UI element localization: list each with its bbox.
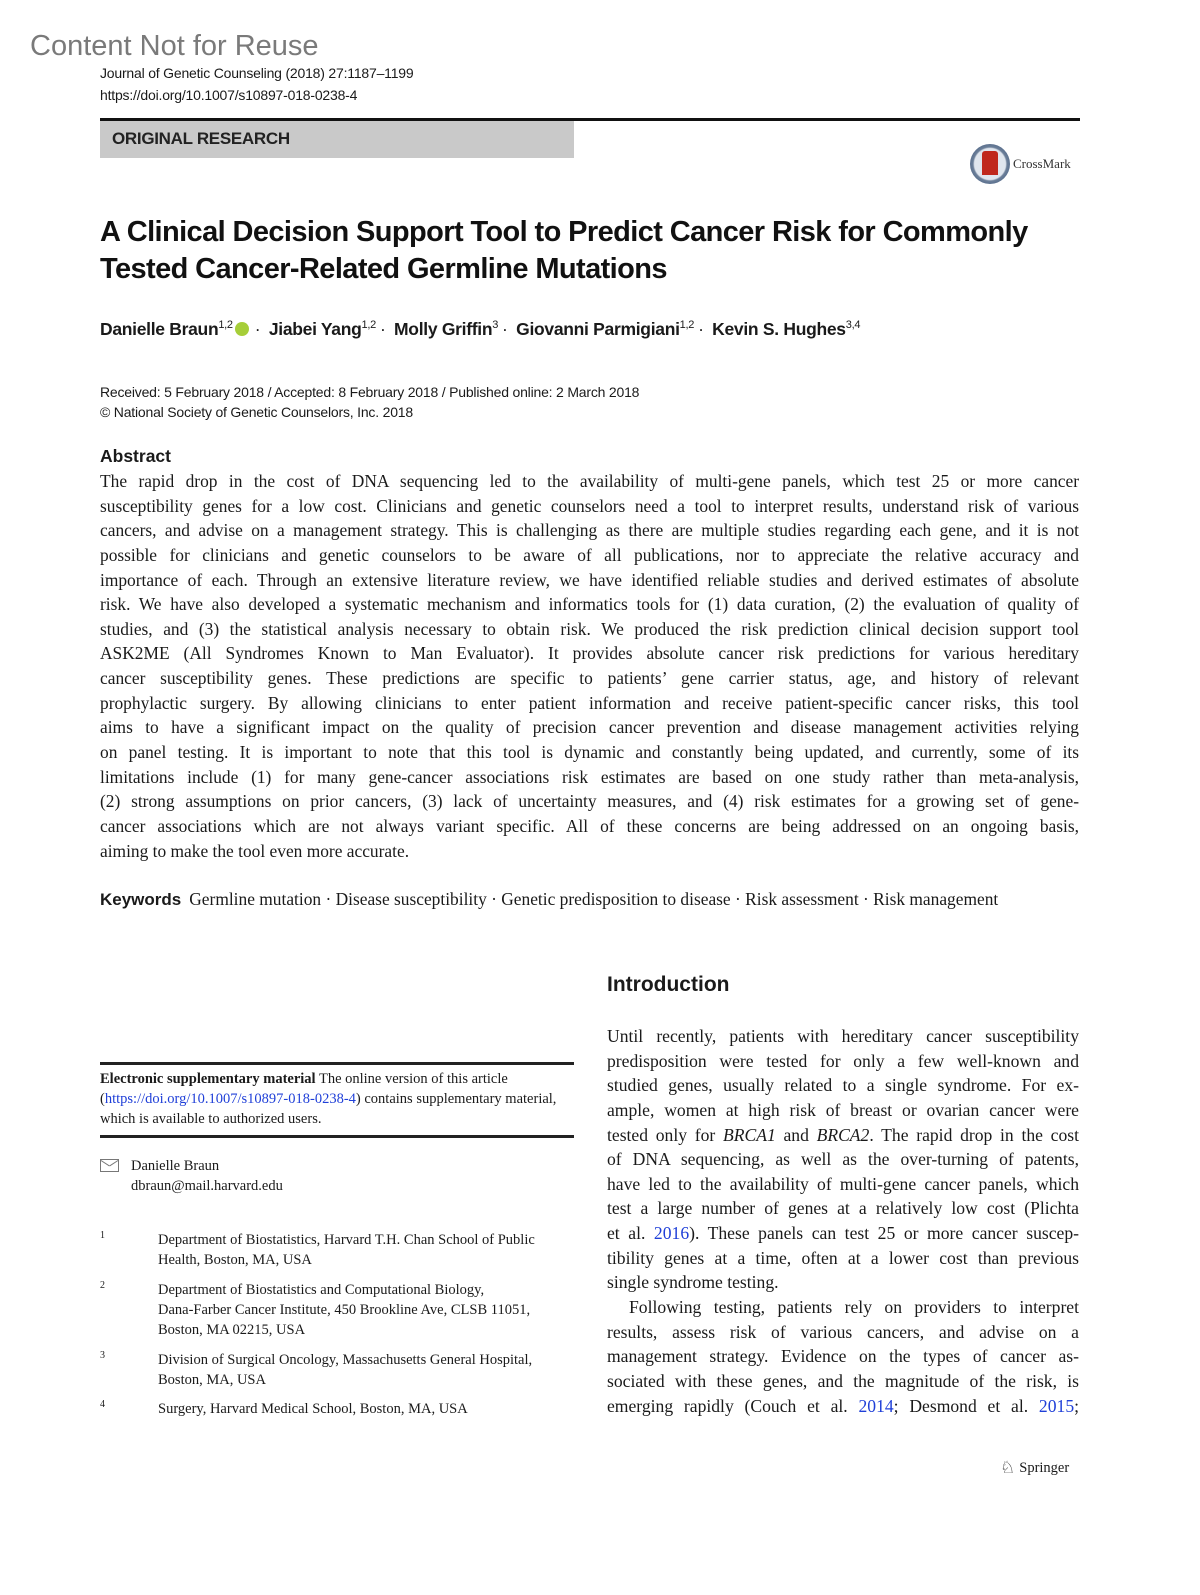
crossmark-button[interactable] xyxy=(970,142,1071,186)
text-segment: of DNA sequencing, as well as the over-turning of patents, xyxy=(607,1149,1079,1170)
abstract-line: importance of each. Through an extensive literature review, we have identified reliable studies and derived estimates of absolute xyxy=(100,569,1079,590)
affiliation-line: Department of Biostatistics, Harvard T.H. Chan School of Public xyxy=(158,1232,535,1248)
abstract-body xyxy=(100,469,1079,863)
separator: · xyxy=(254,319,261,339)
author-affiliation: 3 xyxy=(492,319,499,332)
separator: · xyxy=(379,319,386,339)
text-segment: single syndrome testing. xyxy=(607,1272,779,1293)
introduction-line xyxy=(607,1172,1079,1197)
author-list xyxy=(100,319,860,340)
text-segment: ; xyxy=(1074,1395,1079,1416)
correspondence xyxy=(100,1156,283,1196)
text-segment: studied genes, usually related to a single syndrome. For ex- xyxy=(607,1075,1079,1096)
affiliation-number: 3 xyxy=(100,1350,105,1361)
author[interactable]: Kevin S. Hughes xyxy=(712,319,846,339)
abstract-line: cancer susceptibility genes. These predictions are specific to patients’ gene carrier status, age, and history of relevant xyxy=(100,668,1079,689)
introduction-line xyxy=(607,1394,1079,1419)
publication-dates xyxy=(100,382,639,422)
introduction-heading: Introduction xyxy=(607,973,730,996)
text-segment: and xyxy=(775,1124,817,1145)
abstract-line: limitations include (1) for many gene-cancer associations risk estimates are based on one study rather than meta-analysis, xyxy=(100,766,1079,787)
separator: · xyxy=(698,319,704,339)
text-segment: . The rapid drop in the cost xyxy=(869,1124,1079,1145)
crossmark-label: CrossMark xyxy=(1013,156,1071,171)
text-segment: management strategy. Evidence on the types of cancer as- xyxy=(607,1346,1079,1367)
introduction-line xyxy=(607,1344,1079,1369)
affiliation-line: Surgery, Harvard Medical School, Boston, MA, USA xyxy=(158,1401,468,1417)
text-segment: tibility genes at a time, often at a lower cost than previous xyxy=(607,1247,1079,1268)
citation-link[interactable]: 2014 xyxy=(858,1395,894,1416)
supplementary-text: ) contains supplementary material, which is available to authorized users. xyxy=(100,1091,557,1127)
text-segment: sociated with these genes, and the magnitude of the risk, is xyxy=(607,1370,1079,1391)
text-segment: emerging rapidly (Couch et al. xyxy=(607,1395,859,1416)
correspondence-email[interactable]: dbraun@mail.harvard.edu xyxy=(131,1178,283,1194)
article-title: A Clinical Decision Support Tool to Predict Cancer Risk for Commonly Tested Cancer-Related Germline Mutations xyxy=(100,216,1028,285)
keywords-label: Keywords xyxy=(100,890,182,909)
introduction-line xyxy=(607,1270,1079,1295)
introduction-line xyxy=(607,1024,1079,1049)
introduction-line xyxy=(607,1123,1079,1148)
text-segment: ample, women at high risk of breast or ovarian cancer were xyxy=(607,1099,1079,1120)
text-segment: Until recently, patients with hereditary cancer susceptibility xyxy=(607,1026,1079,1046)
abstract-line: risk. We have also developed a systematic mechanism and informatics tools for (1) data curation, (2) the evaluation of quality of xyxy=(100,594,1079,615)
affiliation-line: Dana-Farber Cancer Institute, 450 Brookline Ave, CLSB 11051, xyxy=(158,1302,531,1318)
author-affiliation: 1,2 xyxy=(361,319,376,332)
abstract-line: ASK2ME (All Syndromes Known to Man Evaluator). It provides absolute cancer risk predictions for various hereditary xyxy=(100,643,1079,664)
affiliation-line: Boston, MA 02215, USA xyxy=(158,1322,306,1338)
abstract-line: studies, and (3) the statistical analysis necessary to obtain risk. We produced the risk prediction clinical decision support tool xyxy=(100,618,1079,639)
introduction-line xyxy=(607,1295,1079,1320)
abstract-line: (2) strong assumptions on prior cancers, (3) lack of uncertainty measures, and (4) risk estimates for a growing set of gene- xyxy=(100,791,1079,812)
journal-citation: Journal of Genetic Counseling (2018) 27:1187–1199 xyxy=(100,65,414,81)
abstract-line: possible for clinicians and genetic counselors to be aware of all publications, nor to appreciate the relative accuracy and xyxy=(100,544,1079,565)
abstract-line: aims to have a significant impact on the quality of precision cancer prevention and disease management activities relying xyxy=(100,717,1079,738)
springer-horse-icon: ♘ xyxy=(1000,1458,1016,1477)
affiliation xyxy=(100,1280,574,1340)
abstract-line: prophylactic surgery. By allowing clinicians to enter patient information and receive patient-specific cancer risks, this tool xyxy=(100,692,1079,713)
dates-line: Received: 5 February 2018 / Accepted: 8 February 2018 / Published online: 2 March 2018 xyxy=(100,384,640,400)
affiliation xyxy=(100,1350,574,1390)
affiliation-line: Health, Boston, MA, USA xyxy=(158,1252,312,1268)
citation-link[interactable]: 2015 xyxy=(1038,1395,1075,1416)
text-segment: predisposition were tested for only a few well-known and xyxy=(607,1050,1079,1071)
abstract-line: susceptibility genes for a low cost. Clinicians and genetic counselors need a tool to interpret results, understand risk of various xyxy=(100,495,1079,516)
text-segment: Following testing, patients rely on providers to interpret xyxy=(629,1297,1079,1318)
text-segment: results, assess risk of various cancers, and advise on a xyxy=(607,1321,1079,1342)
author[interactable]: Molly Griffin xyxy=(394,319,493,339)
citation-link[interactable]: 2016 xyxy=(653,1223,690,1244)
introduction-line xyxy=(607,1246,1079,1271)
text-segment: tested only for xyxy=(607,1124,723,1145)
author[interactable]: Danielle Braun xyxy=(100,319,219,339)
abstract-line: cancers, and advise on a management strategy. This is challenging as there are multiple studies regarding each gene, and it is not xyxy=(100,520,1079,541)
author-affiliation: 3,4 xyxy=(845,319,861,332)
gene-name: BRCA1 xyxy=(722,1124,776,1145)
supplementary-label: Electronic supplementary material xyxy=(100,1071,316,1087)
keywords-text: Germline mutation · Disease susceptibility · Genetic predisposition to disease · Risk assessment · Risk management xyxy=(189,889,999,909)
introduction-line xyxy=(607,1147,1079,1172)
section-banner xyxy=(100,121,574,158)
gene-name: BRCA2 xyxy=(816,1124,870,1145)
watermark: Content Not for Reuse xyxy=(30,30,319,62)
author-affiliation: 1,2 xyxy=(679,319,695,332)
abstract-line: cancer associations which are not always variant specific. All of these concerns are being addressed on an ongoing basis, xyxy=(100,815,1079,836)
affiliation-number: 2 xyxy=(100,1280,105,1291)
abstract-line: aiming to make the tool even more accurate. xyxy=(100,840,410,861)
text-segment: ; Desmond et al. xyxy=(893,1395,1039,1416)
author-affiliation: 1,2 xyxy=(218,319,233,332)
author[interactable]: Giovanni Parmigiani xyxy=(516,319,680,339)
introduction-line xyxy=(607,1196,1079,1221)
affiliation-line: Boston, MA, USA xyxy=(158,1372,266,1388)
introduction-line xyxy=(607,1369,1079,1394)
affiliation xyxy=(100,1230,574,1270)
text-segment: have led to the availability of multi-gene cancer panels, which xyxy=(607,1173,1079,1194)
supplementary-link[interactable]: https://doi.org/10.1007/s10897-018-0238-4 xyxy=(104,1091,356,1107)
affiliation-line: Department of Biostatistics and Computational Biology, xyxy=(158,1282,485,1298)
affiliation xyxy=(100,1399,574,1419)
abstract-line: The rapid drop in the cost of DNA sequencing led to the availability of multi-gene panels, which test 25 or more cancer xyxy=(100,471,1079,491)
introduction-body xyxy=(607,1024,1079,1418)
introduction-line xyxy=(607,1049,1079,1074)
abstract-heading: Abstract xyxy=(100,446,171,466)
text-segment: test a large number of genes at a relatively low cost (Plichta xyxy=(607,1198,1079,1219)
introduction-line xyxy=(607,1098,1079,1123)
introduction-line xyxy=(607,1221,1079,1246)
supplementary-text: The online version of this article ( xyxy=(100,1071,508,1107)
affiliation-number: 1 xyxy=(100,1230,105,1241)
crossmark-icon xyxy=(970,144,1010,184)
text-segment: ). These panels can test 25 or more cancer suscep- xyxy=(689,1223,1079,1244)
text-segment: et al. xyxy=(607,1223,654,1244)
affiliation-number: 4 xyxy=(100,1399,105,1410)
doi-link[interactable]: https://doi.org/10.1007/s10897-018-0238-4 xyxy=(100,87,358,103)
section-label: ORIGINAL RESEARCH xyxy=(112,129,290,148)
orcid-icon[interactable] xyxy=(235,322,249,336)
supplementary-note xyxy=(100,1062,574,1138)
introduction-line xyxy=(607,1073,1079,1098)
author[interactable]: Jiabei Yang xyxy=(268,319,362,339)
affiliation-line: Division of Surgical Oncology, Massachusetts General Hospital, xyxy=(158,1352,533,1368)
keywords xyxy=(100,889,998,910)
introduction-line xyxy=(607,1320,1079,1345)
separator: · xyxy=(502,319,508,339)
correspondence-name: Danielle Braun xyxy=(131,1158,220,1174)
publisher-logo xyxy=(1000,1458,1069,1478)
publisher-name: Springer xyxy=(1019,1459,1070,1476)
envelope-icon xyxy=(100,1159,119,1172)
copyright-line: © National Society of Genetic Counselors, Inc. 2018 xyxy=(100,404,413,420)
abstract-line: on panel testing. It is important to note that this tool is dynamic and constantly being updated, and currently, some of its xyxy=(100,742,1079,763)
